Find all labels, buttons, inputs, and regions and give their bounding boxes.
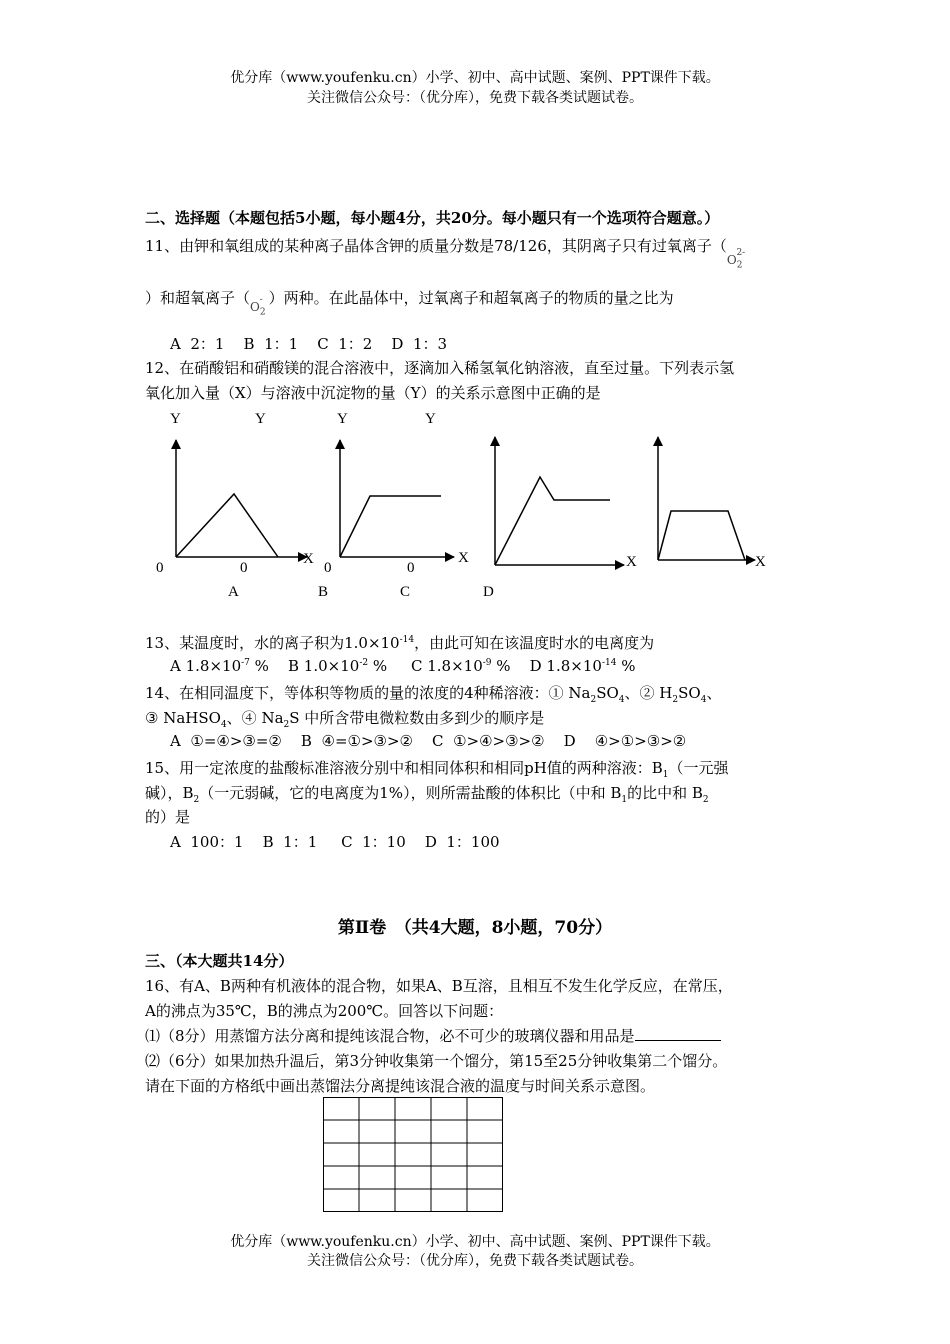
x-label-a: X — [303, 551, 314, 567]
q13-option-d: D $1.8\times 10^{-14}$ % — [529, 657, 636, 675]
q13-option-a: A $1.8\times 10^{-7}$ % — [170, 657, 269, 675]
graph-letter-d: D — [483, 584, 494, 600]
q12-line-2: 氧化加入量（X）与溶液中沉淀物的量（Y）的关系示意图中正确的是 — [145, 384, 601, 402]
q12-graphs — [140, 405, 800, 605]
footer-line-1: 优分库（www.youfenku.cn）小学、初中、高中试题、案例、PPT课件下载。 — [230, 1234, 720, 1250]
q14-line-1: 14、在相同温度下，等体积等物质的量的浓度的4种稀溶液：① $Na_2SO_4$、② $H_2SO_4$、 — [145, 684, 722, 705]
graph-letter-b: B — [318, 584, 329, 600]
footer-line-2: 关注微信公众号：（优分库），免费下载各类试题试卷。 — [307, 1253, 643, 1269]
graph-letter-a: A — [228, 584, 239, 600]
answer-blank[interactable] — [635, 1027, 721, 1041]
x-label-b: X — [458, 550, 469, 566]
curve-d — [658, 511, 745, 560]
q15-line-3: 的）是 — [145, 808, 191, 826]
q11-line-2 — [145, 287, 674, 318]
graph-paper-grid[interactable] — [323, 1097, 505, 1214]
q11-text-2a: ）和超氧离子（ — [145, 289, 251, 307]
q16-part-2-line-2: 请在下面的方格纸中画出蒸馏法分离提纯该混合液的温度与时间关系示意图。 — [145, 1077, 656, 1095]
q13-line-1: 13、某温度时，水的离子积为$1.0\times 10^{-14}$，由此可知在该温度时水的电离度为 — [145, 634, 655, 652]
q13-option-b: B $1.0\times 10^{-2}$ % — [288, 657, 388, 675]
peroxide-ion: O22- — [726, 248, 746, 271]
q16-line-2: A的沸点为35℃，B的沸点为200℃。回答以下问题： — [145, 1002, 504, 1020]
superoxide-ion: O2- — [250, 295, 266, 318]
origin-4: 0 — [407, 560, 415, 576]
section-2-title: 二、选择题（本题包括5小题，每小题4分，共20分。每小题只有一个选项符合题意。） — [145, 209, 720, 227]
section-3-title: 三、（本大题共14分） — [145, 952, 294, 970]
y-label-2: Y — [255, 411, 266, 427]
q15-line-1: 15、用一定浓度的盐酸标准溶液分别中和相同体积和相同pH值的两种溶液：$B_1$（一元强 — [145, 759, 729, 780]
curve-a — [176, 494, 278, 557]
origin-2: 0 — [240, 560, 248, 576]
graph-b — [340, 440, 469, 566]
origin-1: 0 — [156, 560, 164, 576]
x-label-c: X — [626, 554, 637, 570]
q16-part-1: ⑴（8分）用蒸馏方法分离和提纯该混合物，必不可少的玻璃仪器和用品是 — [145, 1025, 721, 1046]
q15-options: A 100：1 B 1：1 C 1：10 D 1：100 — [170, 833, 500, 851]
graph-letter-c: C — [400, 584, 411, 600]
q16-part-2-line-1: ⑵（6分）如果加热升温后，第3分钟收集第一个馏分，第15至25分钟收集第二个馏分。 — [145, 1052, 728, 1070]
origin-3: 0 — [324, 560, 332, 576]
y-label-3: Y — [337, 411, 348, 427]
q14-line-2: ③ NaHSO$_4$、④ $Na_2S$ 中所含带电微粒数由多到少的顺序是 — [145, 709, 545, 730]
graph-a — [176, 440, 314, 567]
part-2-title: 第Ⅱ卷 （共4大题，8小题，70分） — [337, 918, 613, 938]
q13-options — [170, 657, 635, 675]
q11-text-2b: ）两种。在此晶体中，过氧离子和超氧离子的物质的量之比为 — [268, 289, 674, 307]
q11-options: A 2：1 B 1：1 C 1：2 D 1：3 — [170, 335, 448, 353]
graph-c — [495, 437, 637, 570]
q16-line-1: 16、有A、B两种有机液体的混合物，如果A、B互溶，且相互不发生化学反应，在常压， — [145, 977, 733, 995]
q12-line-1: 12、在硝酸铝和硝酸镁的混合溶液中，逐滴加入稀氢氧化钠溶液，直至过量。下列表示氢 — [145, 359, 735, 377]
y-label-4: Y — [425, 411, 436, 427]
y-label-1: Y — [170, 411, 181, 427]
q11-text-1: 11、由钾和氧组成的某种离子晶体含钾的质量分数是78/126，其阴离子只有过氧离子（ — [145, 237, 727, 255]
graph-d — [658, 437, 766, 570]
curve-c — [495, 477, 610, 565]
q13-option-c: C $1.8\times 10^{-9}$ % — [410, 657, 511, 675]
curve-b — [340, 496, 441, 557]
header-line-2: 关注微信公众号：（优分库），免费下载各类试题试卷。 — [307, 90, 643, 106]
q15-line-2: 碱），$B_2$（一元弱碱，它的电离度为1%），则所需盐酸的体积比（中和 $B_1$的比中和 $B_2$ — [145, 784, 709, 805]
q11-line-1 — [145, 235, 751, 271]
header-line-1: 优分库（www.youfenku.cn）小学、初中、高中试题、案例、PPT课件下载。 — [230, 70, 720, 86]
x-label-d: X — [755, 554, 766, 570]
q14-options: A ①=④>③=② B ④=①>③>② C ①>④>③>② D ④>①>③>② — [170, 732, 687, 750]
